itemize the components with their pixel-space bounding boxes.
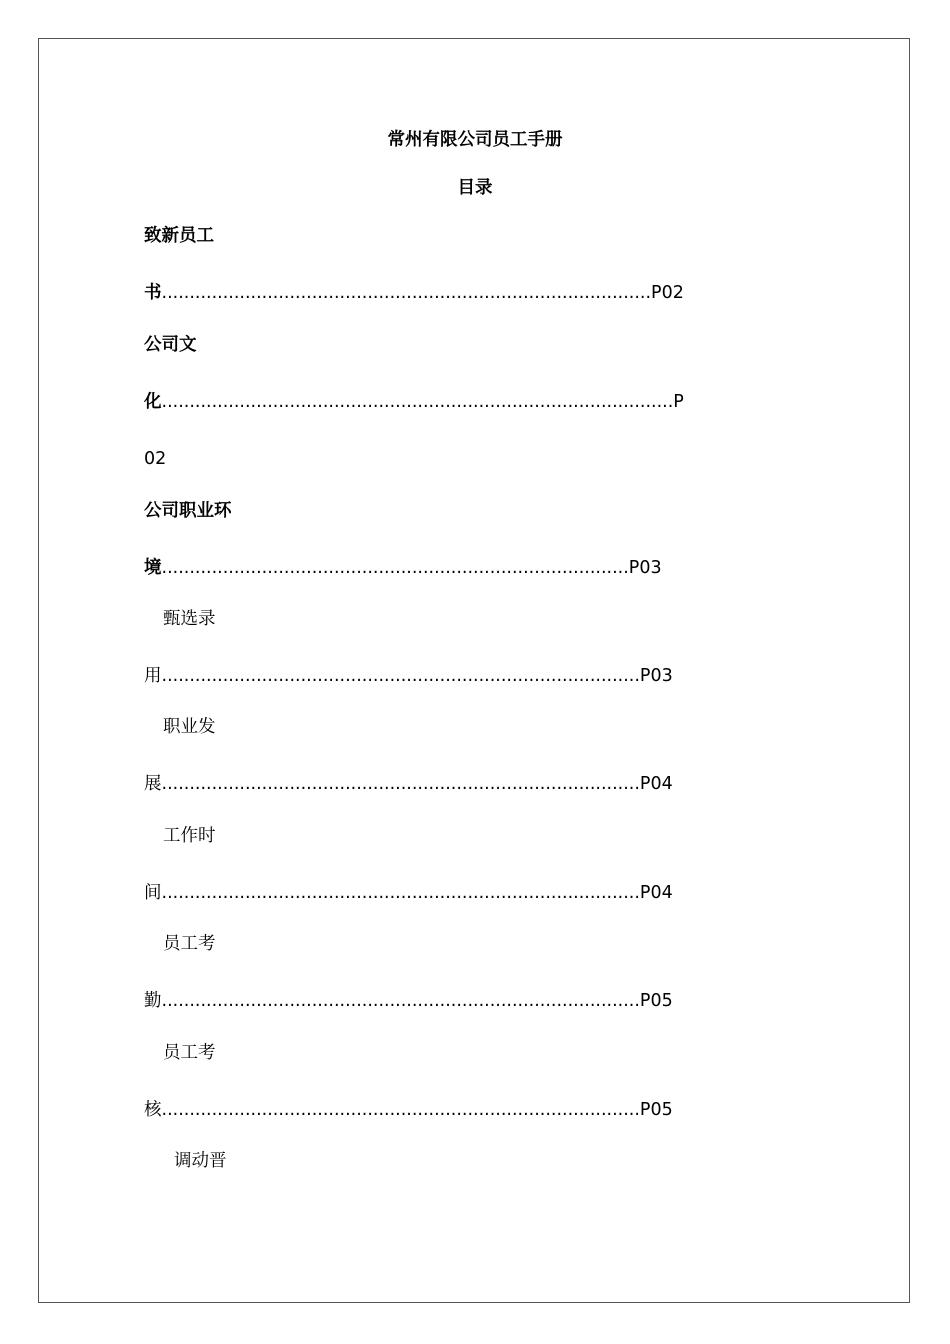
toc-subentry-head: 员工考 <box>163 934 216 954</box>
toc-page-number: P05 <box>639 1100 673 1120</box>
toc-leader-dots: ...................................................................................... <box>161 666 640 686</box>
toc-leader-dots: .................................................................................... <box>161 558 629 578</box>
toc-heading: 目录 <box>457 178 493 198</box>
toc-entry-head: 致新员工 <box>144 226 214 246</box>
toc-leader-dots: ...................................................................................... <box>161 774 640 794</box>
toc-entry <box>144 557 662 579</box>
toc-entry-head: 公司文 <box>144 335 197 355</box>
toc-page-number: P02 <box>651 283 684 303</box>
toc-subentry <box>144 665 673 687</box>
toc-page-number: P05 <box>639 991 673 1011</box>
toc-entry-tail: 核 <box>144 1100 162 1120</box>
toc-page-number: P <box>673 392 684 412</box>
toc-leader-dots: ...................................................................................... <box>161 883 640 903</box>
toc-page-number-wrap: 02 <box>144 449 167 469</box>
document-title: 常州有限公司员工手册 <box>387 130 563 150</box>
toc-entry-tail: 展 <box>144 774 162 794</box>
toc-leader-dots: ........................................................................................ <box>161 283 652 303</box>
toc-page-number: P04 <box>639 883 673 903</box>
toc-entry <box>144 282 684 304</box>
toc-leader-dots: ...................................................................................... <box>161 1100 640 1120</box>
toc-subentry-head: 甄选录 <box>163 609 216 629</box>
toc-subentry-head: 员工考 <box>163 1043 216 1063</box>
toc-entry-head: 公司职业环 <box>144 501 232 521</box>
toc-subentry-head: 职业发 <box>163 717 216 737</box>
toc-entry-tail: 书 <box>144 283 162 303</box>
toc-entry <box>144 391 684 413</box>
toc-page-number: P03 <box>628 558 662 578</box>
toc-entry-tail: 化 <box>144 392 162 412</box>
toc-subentry-head: 调动晋 <box>174 1151 227 1171</box>
toc-subentry-head: 工作时 <box>163 826 216 846</box>
toc-subentry <box>144 1099 673 1121</box>
toc-subentry <box>144 882 673 904</box>
toc-page-number: P04 <box>639 774 673 794</box>
toc-entry-tail: 间 <box>144 883 162 903</box>
toc-entry-tail: 境 <box>144 558 162 578</box>
toc-entry-tail: 用 <box>144 666 162 686</box>
toc-leader-dots: ...................................................................................... <box>161 991 640 1011</box>
toc-subentry <box>144 990 673 1012</box>
toc-subentry <box>144 773 673 795</box>
toc-entry-tail: 勤 <box>144 991 162 1011</box>
toc-page-number: P03 <box>639 666 673 686</box>
toc-leader-dots: ............................................................................................ <box>161 392 674 412</box>
